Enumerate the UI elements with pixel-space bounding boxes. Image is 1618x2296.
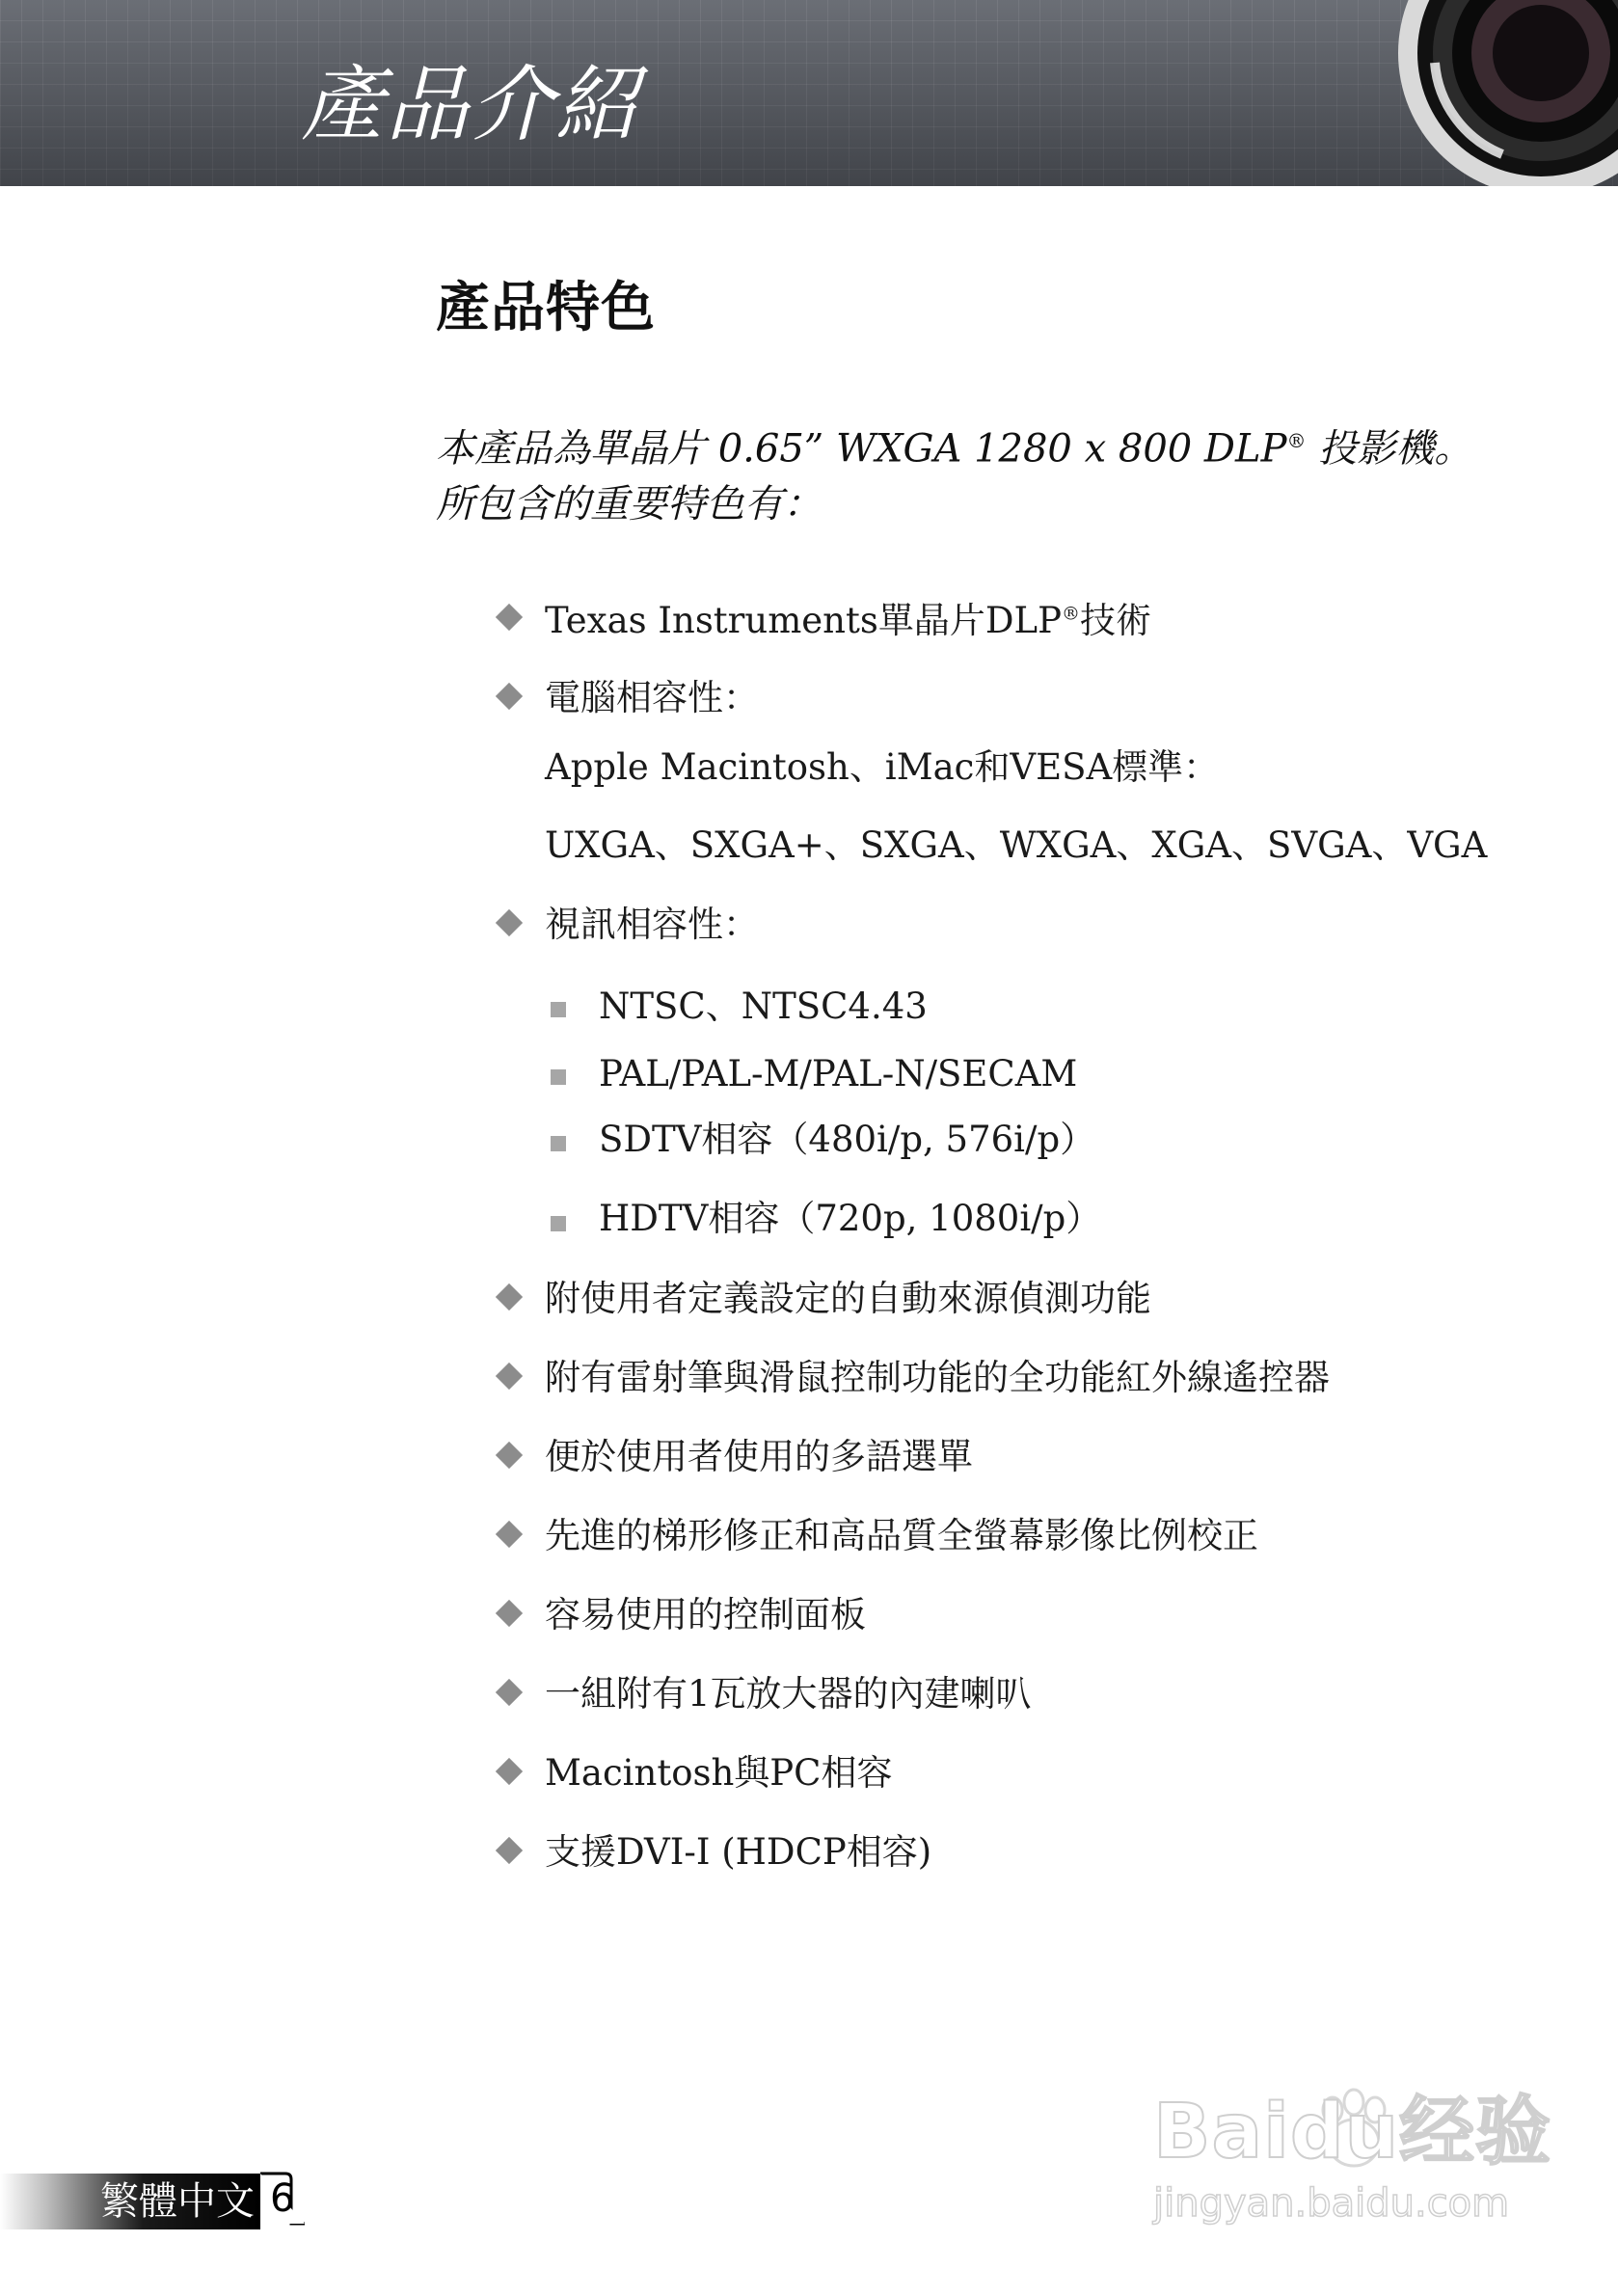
diamond-bullet-icon <box>496 1283 523 1310</box>
feature-item: 附有雷射筆與滑鼠控制功能的全功能紅外線遙控器 <box>545 1357 1330 1398</box>
feature-item-video: 視訊相容性： <box>545 904 759 945</box>
video-item: HDTV相容（720p, 1080i/p） <box>599 1198 1102 1239</box>
feature-item-dlp <box>545 600 1151 641</box>
intro-text-end: 投影機。 <box>1306 426 1473 472</box>
diamond-bullet-icon <box>496 1679 523 1706</box>
section-title: 產品特色 <box>436 277 656 339</box>
camera-lens-icon <box>1396 0 1618 186</box>
diamond-bullet-icon <box>496 1521 523 1548</box>
page-header-title: 產品介紹 <box>301 57 640 153</box>
registered-mark: ® <box>1286 429 1307 452</box>
diamond-bullet-icon <box>496 604 523 631</box>
diamond-bullet-icon <box>496 1837 523 1864</box>
footer-language: 繁體中文 <box>100 2179 255 2224</box>
feature-item-computer: 電腦相容性： <box>545 677 759 718</box>
watermark-brand: Baidu经验 <box>1153 2089 1552 2175</box>
feature-item: 先進的梯形修正和高品質全螢幕影像比例校正 <box>545 1515 1258 1556</box>
feature-item: 一組附有1瓦放大器的內建喇叭 <box>545 1673 1032 1715</box>
video-item: SDTV相容（480i/p, 576i/p） <box>599 1119 1096 1160</box>
intro-text: 本產品為單晶片 <box>436 426 706 472</box>
feature-text: Texas Instruments單晶片DLP <box>545 600 1062 641</box>
video-item: NTSC、NTSC4.43 <box>599 986 928 1027</box>
feature-item: 支援DVI-I (HDCP相容) <box>545 1831 932 1873</box>
diamond-bullet-icon <box>496 1442 523 1469</box>
intro-line-1 <box>436 413 1472 476</box>
square-bullet-icon <box>551 1069 566 1085</box>
feature-item: 便於使用者使用的多語選單 <box>545 1436 973 1477</box>
header-banner <box>0 0 1618 186</box>
intro-spec: 0.65” WXGA 1280 x 800 DLP <box>706 426 1287 472</box>
feature-item: Macintosh與PC相容 <box>545 1752 893 1794</box>
computer-modes: UXGA、SXGA+、SXGA、WXGA、XGA、SVGA、VGA <box>545 824 1488 866</box>
registered-mark: ® <box>1062 603 1080 625</box>
feature-item: 容易使用的控制面板 <box>545 1594 866 1635</box>
intro-paragraph <box>436 413 1472 532</box>
square-bullet-icon <box>551 1002 566 1017</box>
page-number: 6 <box>270 2176 295 2221</box>
video-item: PAL/PAL-M/PAL-N/SECAM <box>599 1053 1078 1094</box>
diamond-bullet-icon <box>496 1363 523 1390</box>
intro-line-2: 所包含的重要特色有： <box>436 482 822 527</box>
watermark-url: jingyan.baidu.com <box>1153 2181 1510 2226</box>
computer-standards: Apple Macintosh、iMac和VESA標準： <box>545 746 1220 788</box>
feature-text: 技術 <box>1080 600 1151 641</box>
diamond-bullet-icon <box>496 909 523 936</box>
diamond-bullet-icon <box>496 1758 523 1785</box>
feature-item: 附使用者定義設定的自動來源偵測功能 <box>545 1278 1151 1319</box>
square-bullet-icon <box>551 1136 566 1151</box>
diamond-bullet-icon <box>496 1600 523 1627</box>
diamond-bullet-icon <box>496 683 523 710</box>
square-bullet-icon <box>551 1216 566 1231</box>
